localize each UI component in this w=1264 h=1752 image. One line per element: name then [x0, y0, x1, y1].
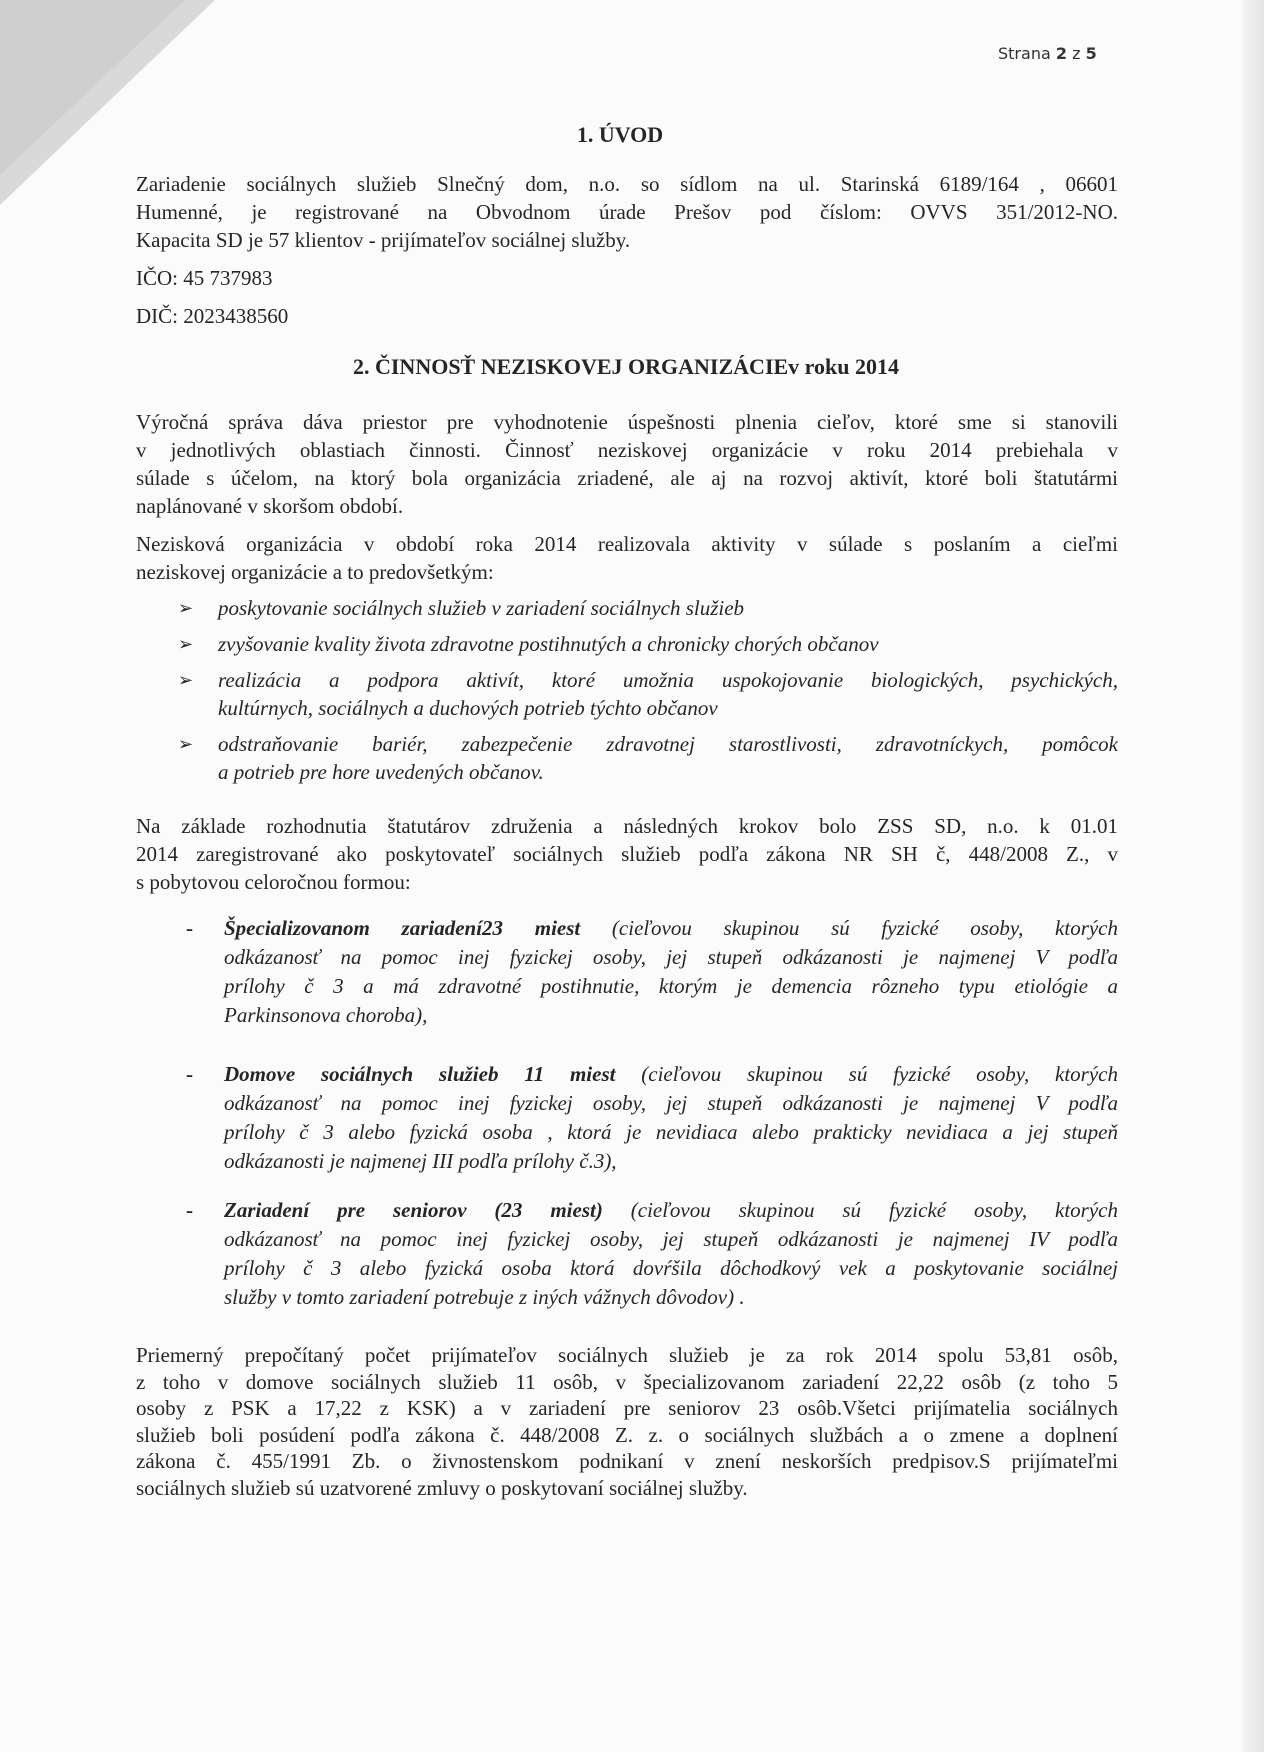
- text-line: odkázanosti je najmenej III podľa prílohy č.3),: [224, 1149, 617, 1173]
- facility-description: (cieľovou skupinou sú fyzické osoby, ktorých: [615, 1062, 1119, 1086]
- section2-heading: 2. ČINNOSŤ NEZISKOVEJ ORGANIZÁCIEv roku 2014: [352, 354, 900, 379]
- text-line: Kapacita SD je 57 klientov - prijímateľov sociálnej služby.: [136, 228, 631, 252]
- page-number-total: 5: [1085, 44, 1097, 63]
- text-line: súlade s účelom, na ktorý bola organizácia zriadené, ale aj na rozvoj aktivít, ktoré boli štatutármi: [136, 466, 1118, 490]
- page-number-current: 2: [1055, 44, 1067, 63]
- text-line: Parkinsonova choroba),: [224, 1003, 428, 1027]
- text-line: odkázanosť na pomoc inej fyzickej osoby, jej stupeň odkázanosti je najmenej V podľa: [224, 945, 1118, 969]
- section2-paragraph-3: [136, 812, 1118, 896]
- text-line: sociálnych služieb sú uzatvorené zmluvy o poskytovaní sociálnej služby.: [136, 1475, 748, 1500]
- text-line: Na základe rozhodnutia štatutárov združenia a následných krokov bolo ZSS SD, n.o. k 01.01: [136, 814, 1118, 838]
- facility-item: [186, 1196, 1118, 1312]
- list-item: [178, 630, 1118, 658]
- text-line: realizácia a podpora aktivít, ktoré umožnia uspokojovanie biologických, psychických,: [218, 668, 1118, 692]
- text-line: prílohy č 3 a má zdravotné postihnutie, ktorým je demencia rôzneho typu etiológie a: [224, 974, 1118, 998]
- facility-description: (cieľovou skupinou sú fyzické osoby, ktorých: [602, 1198, 1118, 1222]
- text-line: Zariadenie sociálnych služieb Slnečný dom, n.o. so sídlom na ul. Starinská 6189/164 , 06601: [136, 172, 1118, 196]
- facility-text: [224, 914, 1118, 1030]
- facility-name: Zariadení pre seniorov (23 miest): [224, 1198, 603, 1222]
- facility-name: Špecializovanom zariadení23 miest: [224, 916, 581, 940]
- text-line: naplánované v skoršom období.: [136, 494, 404, 518]
- arrow-bullet-icon: ➢: [178, 734, 194, 754]
- text-line: odkázanosť na pomoc inej fyzickej osoby, jej stupeň odkázanosti je najmenej V podľa: [224, 1091, 1118, 1115]
- page-number-prefix: Strana: [998, 44, 1051, 63]
- text-line: kultúrnych, sociálnych a duchových potrieb týchto občanov: [218, 696, 718, 720]
- arrow-bullet-icon: ➢: [178, 634, 194, 654]
- text-line: služieb boli posúdení podľa zákona č. 448/2008 Z. z. o sociálnych službách a o zmene a doplnení: [136, 1422, 1118, 1447]
- dash-bullet-icon: -: [186, 916, 193, 940]
- dash-bullet-icon: -: [186, 1198, 193, 1222]
- ico: IČO: 45 737983: [136, 266, 273, 290]
- text-line: neziskovej organizácie a to predovšetkým:: [136, 560, 494, 584]
- page-number: [998, 44, 1097, 63]
- page-number-sep: z: [1072, 44, 1081, 63]
- activities-list: [178, 594, 1118, 794]
- section2-paragraph-2: [136, 530, 1118, 586]
- text-line: [224, 1060, 1118, 1089]
- arrow-bullet-icon: ➢: [178, 598, 194, 618]
- text-line: 2014 zaregistrované ako poskytovateľ sociálnych služieb podľa zákona NR SH č, 448/2008 Z., v: [136, 842, 1118, 866]
- facility-item: [186, 914, 1118, 1030]
- text-line: a potrieb pre hore uvedených občanov.: [218, 760, 544, 784]
- section2-paragraph-4: [136, 1342, 1118, 1501]
- facility-text: [224, 1060, 1118, 1176]
- text-line: s pobytovou celoročnou formou:: [136, 870, 411, 894]
- list-item: [178, 730, 1118, 786]
- text-line: v jednotlivých oblastiach činnosti. Činnosť neziskovej organizácie v roku 2014 prebiehala v: [136, 438, 1118, 462]
- text-line: služby v tomto zariadení potrebuje z iných vážnych dôvodov) .: [224, 1285, 745, 1309]
- section1-heading: 1. ÚVOD: [576, 122, 664, 147]
- text-line: prílohy č 3 alebo fyzická osoba ktorá dovŕšila dôchodkový vek a poskytovanie sociálnej: [224, 1256, 1118, 1280]
- dic: DIČ: 2023438560: [136, 304, 289, 328]
- text-line: zákona č. 455/1991 Zb. o živnostenskom podnikaní v znení neskorších predpisov.S prijímateľmi: [136, 1449, 1118, 1473]
- text-line: poskytovanie sociálnych služieb v zariadení sociálnych služieb: [218, 596, 745, 620]
- text-line: zvyšovanie kvality života zdravotne postihnutých a chronicky chorých občanov: [218, 632, 879, 656]
- section2-paragraph-1: [136, 408, 1118, 520]
- text-line: odstraňovanie bariér, zabezpečenie zdravotnej starostlivosti, zdravotníckych, pomôcok: [218, 732, 1118, 756]
- dash-bullet-icon: -: [186, 1062, 193, 1086]
- section1-paragraph: [136, 170, 1118, 254]
- text-line: z toho v domove sociálnych služieb 11 osôb, v špecializovanom zariadení 22,22 osôb (z toho 5: [136, 1369, 1118, 1394]
- text-line: Priemerný prepočítaný počet prijímateľov sociálnych služieb je za rok 2014 spolu 53,81 osôb,: [136, 1343, 1118, 1367]
- list-item: [178, 594, 1118, 622]
- text-line: Nezisková organizácia v období roka 2014 realizovala aktivity v súlade s poslaním a cieľmi: [136, 532, 1118, 556]
- text-line: Humenné, je registrované na Obvodnom úrade Prešov pod číslom: OVVS 351/2012-NO.: [136, 200, 1118, 224]
- text-line: prílohy č 3 alebo fyzická osoba , ktorá je nevidiaca alebo prakticky nevidiaca a jej stupeň: [224, 1120, 1118, 1144]
- text-line: odkázanosť na pomoc inej fyzickej osoby, jej stupeň odkázanosti je najmenej IV podľa: [224, 1227, 1118, 1251]
- text-line: [224, 914, 1118, 943]
- facility-text: [224, 1196, 1118, 1312]
- text-line: Výročná správa dáva priestor pre vyhodnotenie úspešnosti plnenia cieľov, ktoré sme si stanovili: [136, 410, 1118, 434]
- text-line: [224, 1196, 1118, 1225]
- facility-description: (cieľovou skupinou sú fyzické osoby, ktorých: [580, 916, 1119, 940]
- facility-item: [186, 1060, 1118, 1176]
- scan-edge-shadow: [1242, 0, 1264, 1752]
- arrow-bullet-icon: ➢: [178, 670, 194, 690]
- facility-name: Domove sociálnych služieb 11 miest: [224, 1062, 616, 1086]
- text-line: osoby z PSK a 17,22 z KSK) a v zariadení pre seniorov 23 osôb.Všetci prijímatelia sociálnych: [136, 1396, 1118, 1420]
- list-item: [178, 666, 1118, 722]
